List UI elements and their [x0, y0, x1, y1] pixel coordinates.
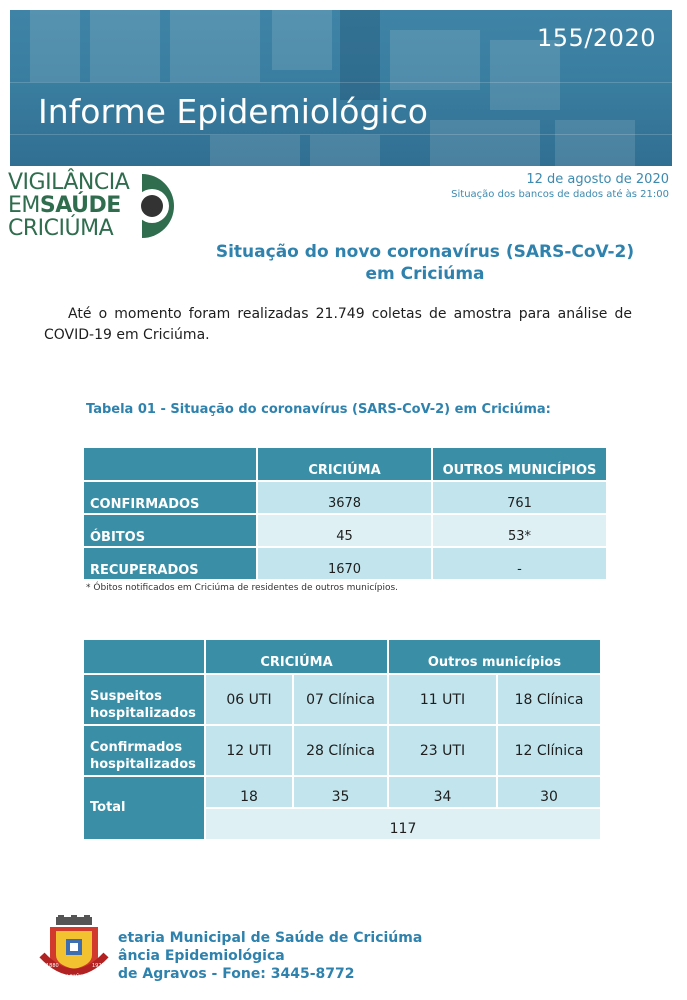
- building-decoration: [30, 10, 80, 82]
- section-title: Situação do novo coronavírus (SARS-CoV-2): [215, 242, 635, 262]
- cell-value: 23 UTI: [389, 726, 496, 775]
- crest-year-left: 1880: [46, 963, 59, 969]
- cell-value: 28 Clínica: [294, 726, 387, 775]
- cell-value: 761: [433, 482, 606, 513]
- section-title-line-2: em Criciúma: [365, 264, 485, 284]
- table-row: [84, 675, 600, 724]
- eye-icon: [138, 172, 182, 240]
- bulletin-number: 155/2020: [537, 24, 656, 52]
- database-status: Situação dos bancos de dados até às 21:00: [451, 189, 669, 200]
- cell-value: 12 Clínica: [498, 726, 600, 775]
- crest-year-right: 1925: [92, 963, 105, 969]
- cell-value: 1670: [258, 548, 431, 579]
- hospitalization-table: [82, 638, 602, 841]
- cell-value: 12 UTI: [206, 726, 292, 775]
- building-decoration: [310, 135, 380, 166]
- group-header-criciuma: CRICIÚMA: [206, 640, 387, 673]
- cell-value: 18 Clínica: [498, 675, 600, 724]
- table-caption: Tabela 01 - Situação do coronavírus (SARS-CoV-2) em Criciúma:: [86, 402, 551, 417]
- table-row: [84, 548, 606, 579]
- footer-line-2: ância Epidemiológica: [118, 948, 285, 964]
- cell-total: 18: [206, 777, 292, 807]
- situation-table: [82, 446, 608, 581]
- building-decoration: [340, 10, 380, 100]
- divider: [10, 134, 672, 135]
- logo-line-3: CRICIÚMA: [8, 216, 114, 241]
- cell-value: -: [433, 548, 606, 579]
- cell-value: 11 UTI: [389, 675, 496, 724]
- table-footnote: * Óbitos notificados em Criciúma de residentes de outros municípios.: [86, 583, 399, 593]
- header-banner: [10, 10, 672, 166]
- building-decoration: [210, 135, 300, 166]
- cell-value: 07 Clínica: [294, 675, 387, 724]
- row-label-confirmados: CONFIRMADOS: [84, 482, 256, 513]
- row-label-recuperados: RECUPERADOS: [84, 548, 256, 579]
- table-row: [84, 515, 606, 546]
- table-row: [84, 726, 600, 775]
- grand-total: 117: [206, 809, 600, 839]
- row-label-suspeitos: Suspeitos hospitalizados: [84, 675, 204, 724]
- group-header-outros: Outros municípios: [389, 640, 600, 673]
- logo-line-2: [8, 193, 121, 218]
- cell-total: 35: [294, 777, 387, 807]
- divider: [10, 82, 672, 83]
- logo-em: EM: [8, 193, 40, 218]
- table-header-row: [84, 640, 600, 673]
- building-decoration: [170, 10, 260, 82]
- building-decoration: [430, 120, 540, 166]
- row-label-obitos: ÓBITOS: [84, 515, 256, 546]
- footer-line-1: etaria Municipal de Saúde de Criciúma: [118, 930, 423, 946]
- row-label-total: Total: [84, 777, 204, 839]
- building-decoration: [555, 120, 635, 166]
- building-decoration: [390, 30, 480, 90]
- cell-total: 34: [389, 777, 496, 807]
- logo-line-1: VIGILÂNCIA: [8, 170, 130, 195]
- cell-value: 06 UTI: [206, 675, 292, 724]
- cell-value: 53*: [433, 515, 606, 546]
- city-crest-icon: [36, 915, 112, 985]
- building-decoration: [90, 10, 160, 82]
- column-header-criciuma: CRICIÚMA: [258, 448, 431, 480]
- column-header-outros: OUTROS MUNICÍPIOS: [433, 448, 606, 480]
- table-header-row: [84, 448, 606, 480]
- cell-value: 3678: [258, 482, 431, 513]
- table-row: [84, 482, 606, 513]
- building-decoration: [272, 10, 332, 70]
- table-header-empty: [84, 448, 256, 480]
- intro-paragraph: Até o momento foram realizadas 21.749 coletas de amostra para análise de COVID-19 em Criciúma.: [44, 306, 632, 343]
- cell-total: 30: [498, 777, 600, 807]
- vigilancia-logo: [8, 170, 178, 242]
- page-title: Informe Epidemiológico: [38, 92, 428, 131]
- logo-saude: SAÚDE: [39, 193, 121, 218]
- crest-banner-text: CRICIÚMA: [57, 974, 91, 981]
- report-date: 12 de agosto de 2020: [526, 172, 669, 187]
- row-label-confirmados: Confirmados hospitalizados: [84, 726, 204, 775]
- cell-value: 45: [258, 515, 431, 546]
- footer-line-3: de Agravos - Fone: 3445-8772: [118, 966, 355, 982]
- table-header-empty: [84, 640, 204, 673]
- table-row-totals: [84, 777, 600, 807]
